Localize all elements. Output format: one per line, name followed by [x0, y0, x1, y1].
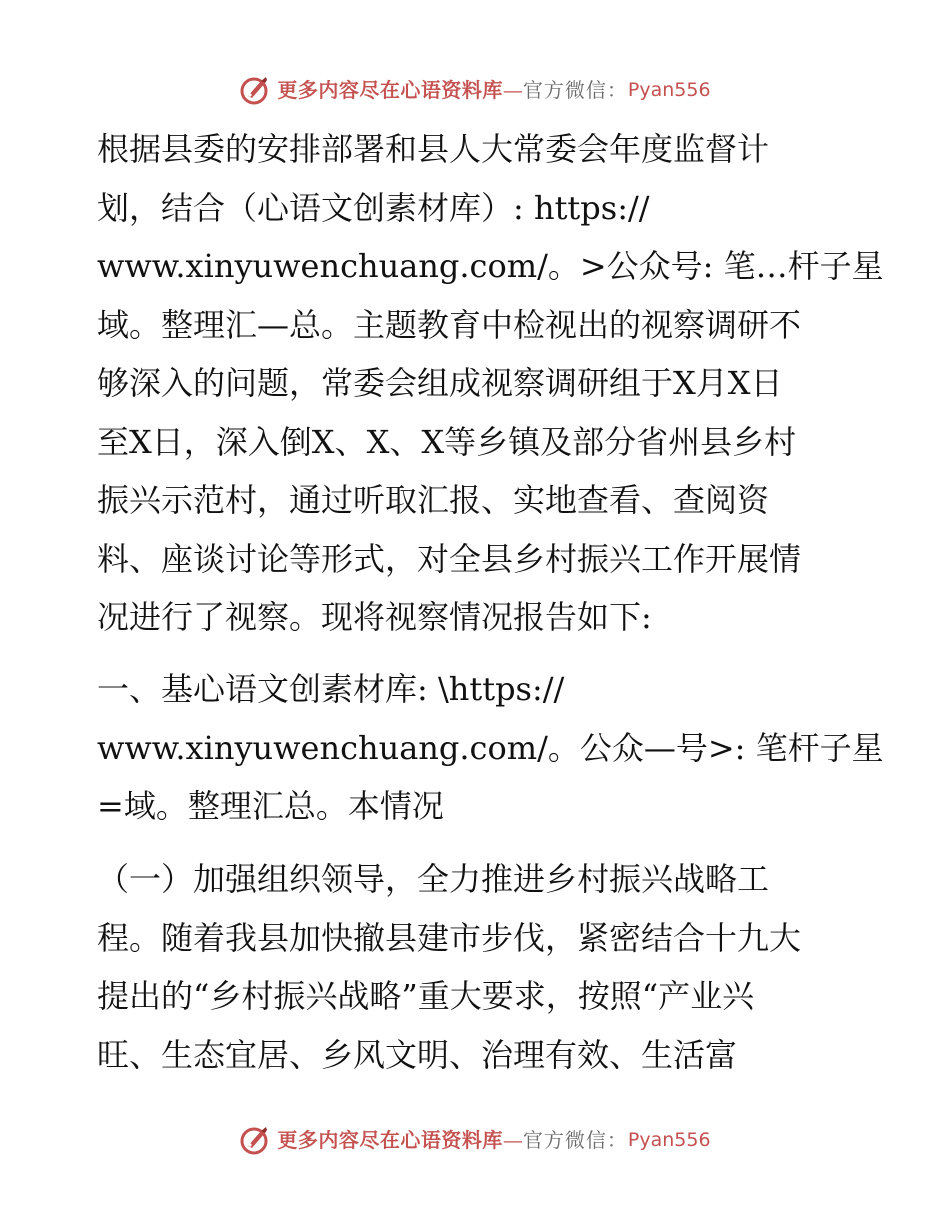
banner-main-text: 更多内容尽在心语资料库	[277, 1128, 503, 1152]
text-line: 况进行了视察。现将视察情况报告如下:	[97, 598, 652, 636]
header-watermark-banner	[0, 70, 950, 110]
text-line: 至X日，深入倒X、X、X等乡镇及部分省州县乡村	[97, 422, 797, 461]
banner-dash: —	[502, 78, 523, 102]
text-line: =域。整理汇总。本情况	[97, 787, 444, 825]
section-heading-basic-situation	[97, 660, 884, 836]
footer-watermark-banner	[0, 1120, 950, 1160]
text-line: 振兴示范村，通过听取汇报、实地查看、查阅资	[97, 481, 770, 519]
pen-quill-logo-icon	[239, 1124, 271, 1156]
paragraph-intro	[97, 120, 884, 647]
banner-wechat-id: Pyan556	[627, 1128, 711, 1151]
text-line: （一）加强组织领导，全力推进乡村振兴战略工	[97, 860, 770, 898]
text-line: 一、基心语文创素材库: \https://	[97, 670, 565, 708]
text-line: www.xinyuwenchuang.com/。公众—号>: 笔杆子星	[97, 728, 884, 767]
banner-main-text: 更多内容尽在心语资料库	[277, 78, 503, 102]
text-line: 程。随着我县加快撤县建市步伐，紧密结合十九大	[97, 918, 802, 957]
paragraph-organization-leadership	[97, 850, 857, 1084]
text-line: 域。整理汇—总。主题教育中检视出的视察调研不	[97, 305, 802, 344]
text-line: www.xinyuwenchuang.com/。>公众号: 笔…杆子星	[97, 247, 884, 285]
banner-wechat-label: 官方微信：	[522, 78, 628, 102]
banner-wechat-label: 官方微信：	[522, 1128, 628, 1152]
text-line: 划，结合（心语文创素材库）: https://	[97, 188, 650, 227]
banner-wechat-id: Pyan556	[627, 78, 711, 101]
text-line: 根据县委的安排部署和县人大常委会年度监督计	[97, 130, 770, 168]
text-line: 旺、生态宜居、乡风文明、治理有效、生活富	[97, 1035, 738, 1074]
text-line: 提出的“乡村振兴战略”重大要求，按照“产业兴	[97, 977, 755, 1015]
banner-dash: —	[502, 1128, 523, 1152]
text-line: 够深入的问题，常委会组成视察调研组于X月X日	[97, 364, 783, 402]
text-line: 料、座谈讨论等形式，对全县乡村振兴工作开展情	[97, 539, 802, 578]
pen-quill-logo-icon	[239, 74, 271, 106]
